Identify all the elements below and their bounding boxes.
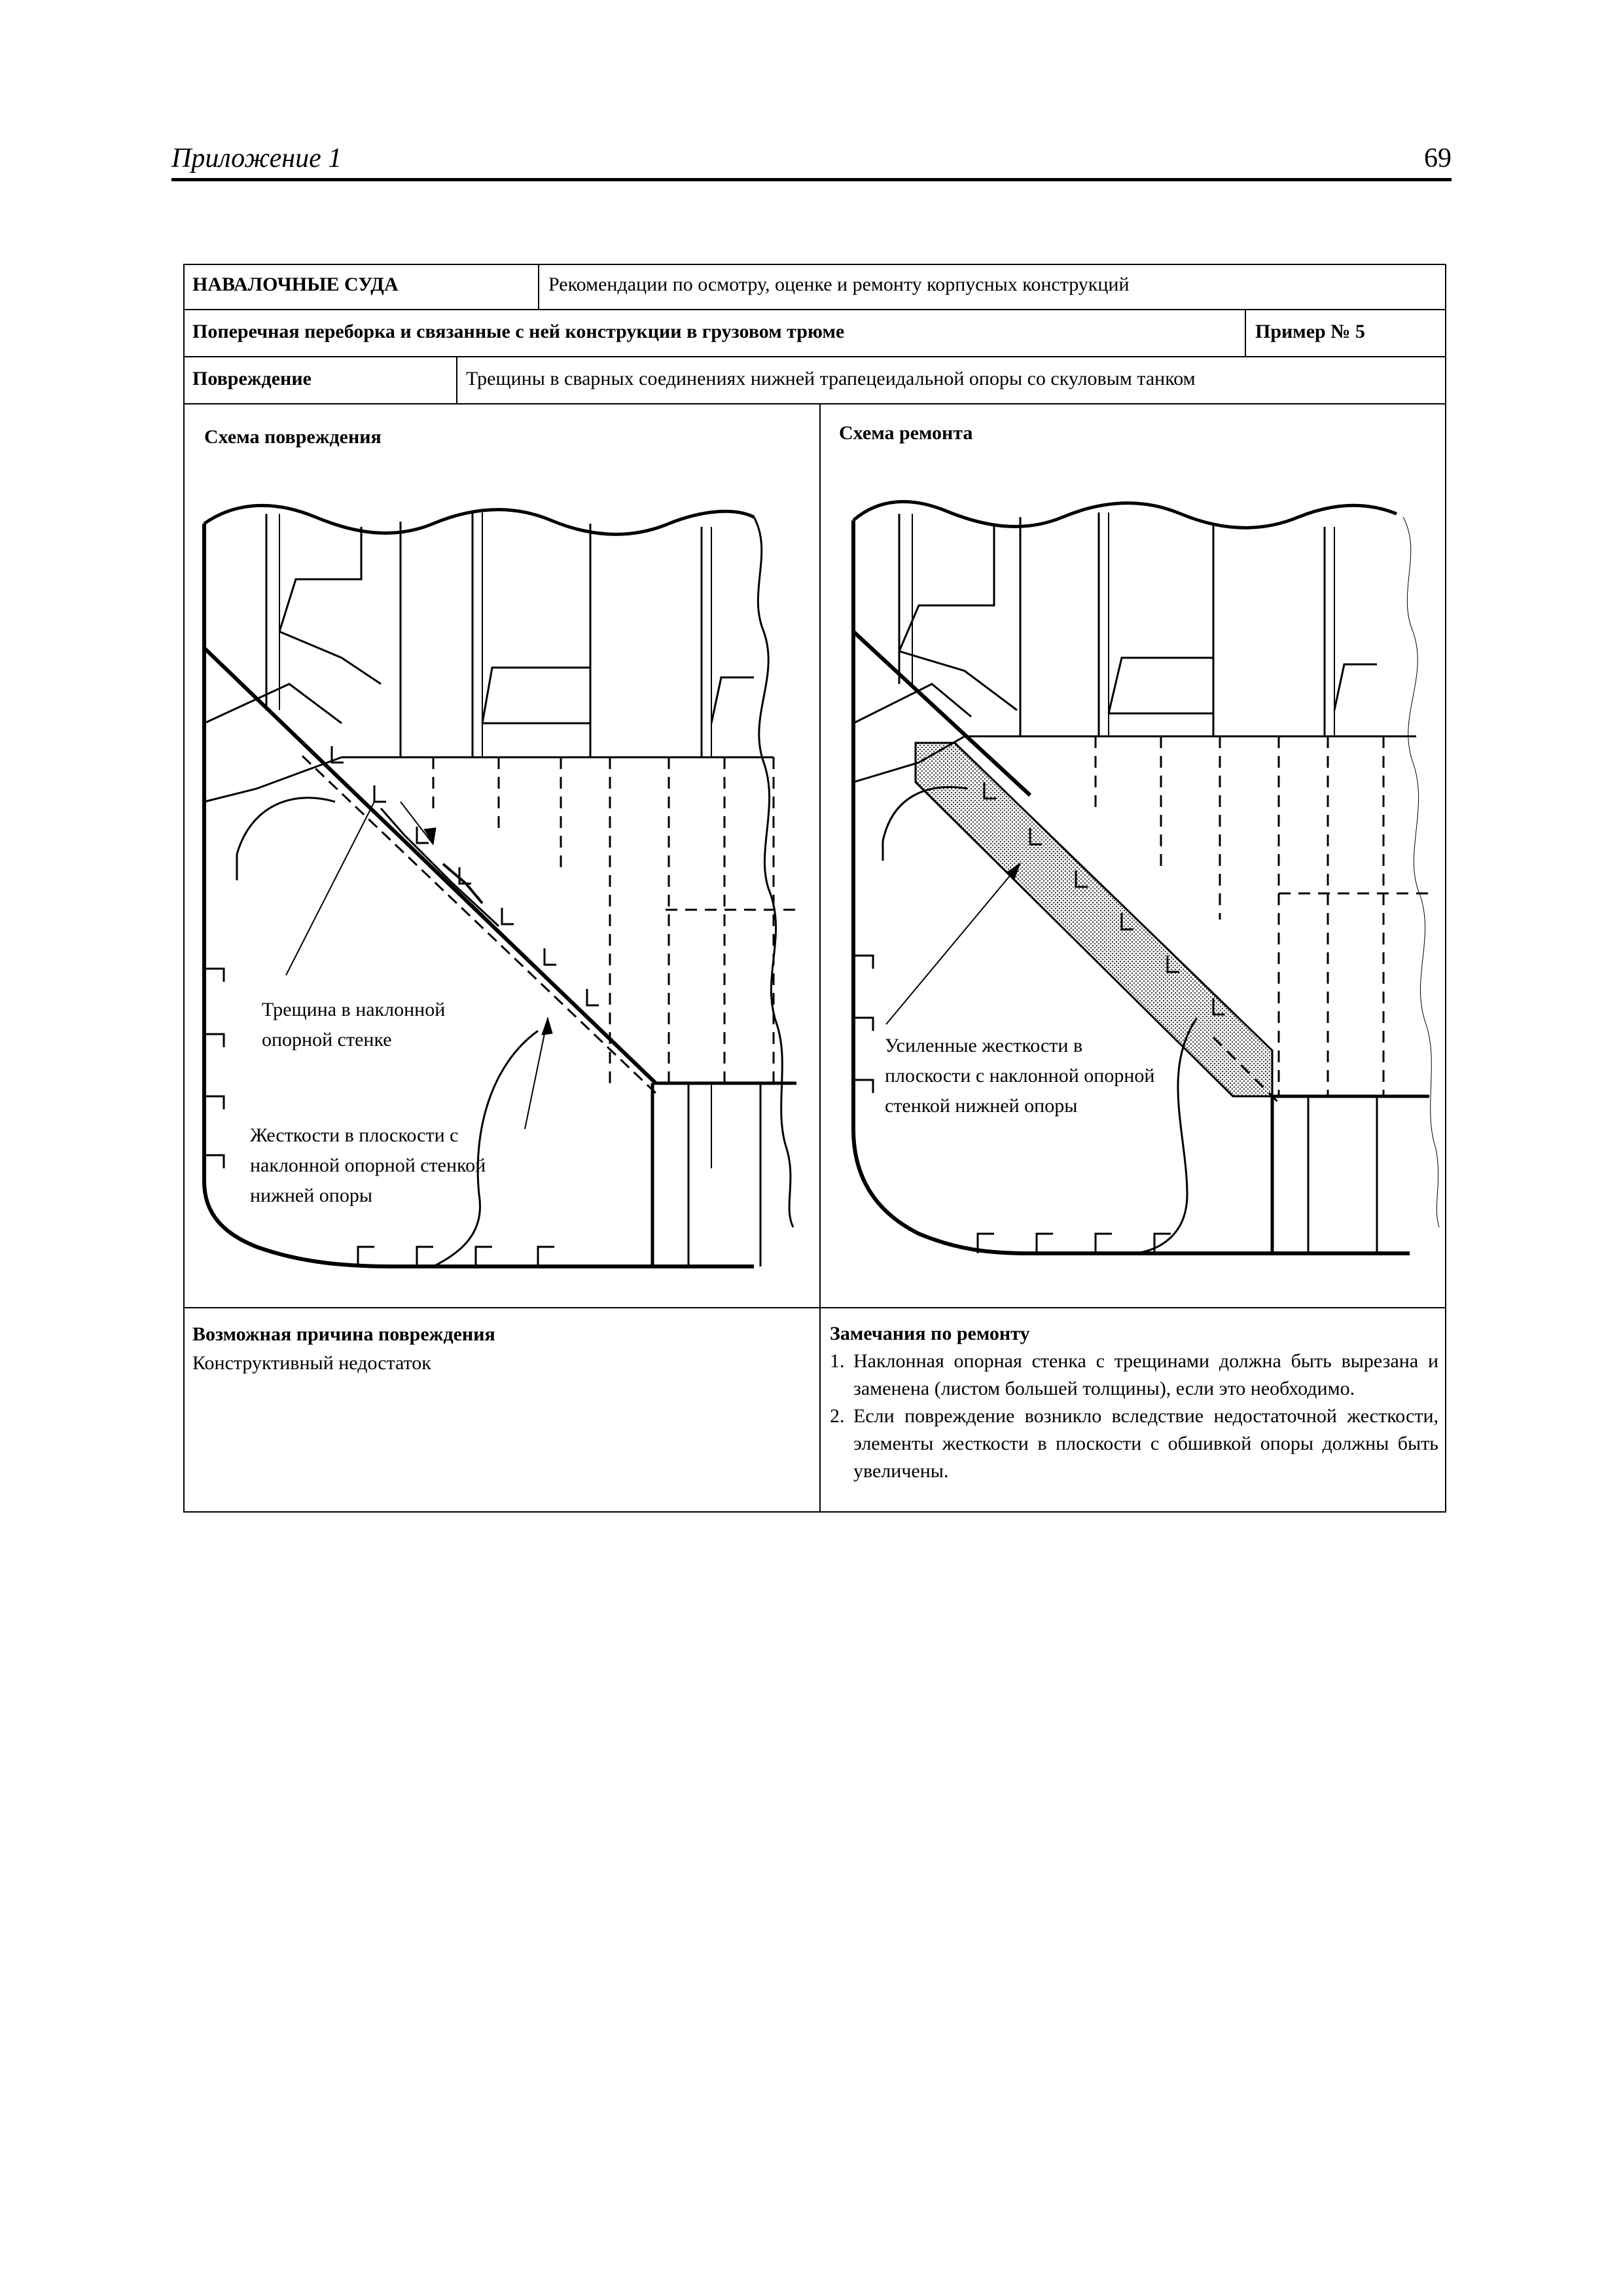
crack-label [262,995,445,1055]
remark-number: 2. [830,1405,845,1427]
stiffeners-label-line1: Жесткости в плоскости с [250,1124,459,1146]
stiffeners-label-line3: нижней опоры [250,1185,372,1206]
cause-section [192,1320,495,1378]
damage-description: Трещины в сварных соединениях нижней трапецеидальной опоры со скуловым танком [466,368,1196,389]
repair-label-line3: стенкой нижней опоры [885,1095,1078,1117]
repair-label [885,1031,1154,1121]
page-number: 69 [1424,143,1452,173]
header-rule [171,178,1452,181]
remark-item [830,1348,1438,1403]
guideline-cell: Рекомендации по осмотру, оценке и ремонту корпусных конструкций [548,274,1130,295]
crack-label-line1: Трещина в наклонной [262,999,446,1020]
category-cell: НАВАЛОЧНЫЕ СУДА [192,274,399,295]
remarks-title: Замечания по ремонту [830,1323,1030,1344]
cause-text: Конструктивный недостаток [192,1352,431,1374]
area-cell: Поперечная переборка и связанные с ней конструкции в грузовом трюме [192,321,845,342]
remark-text: Наклонная опорная стенка с трещинами должна быть вырезана и заменена (листом большей толщины), если это необходимо. [853,1350,1438,1399]
repair-label-line1: Усиленные жесткости в [885,1035,1083,1056]
cause-title: Возможная причина повреждения [192,1323,495,1345]
remark-number: 1. [830,1350,845,1372]
repair-scheme-structure [821,265,1446,1307]
inspection-table [183,264,1446,1513]
remark-item [830,1403,1438,1485]
stiffeners-label [250,1121,486,1211]
damage-scheme-title: Схема повреждения [204,426,382,448]
stiffeners-label-line2: наклонной опорной стенкой [250,1155,486,1176]
repair-label-line2: плоскости с наклонной опорной [885,1065,1155,1086]
example-cell: Пример № 5 [1255,321,1365,342]
remarks-section [830,1320,1438,1485]
repair-scheme-title: Схема ремонта [839,422,973,444]
remark-text: Если повреждение возникло вследствие недостаточной жесткости, элементы жесткости в плоскости с обшивкой опоры должны быть увеличены. [853,1405,1438,1482]
running-title: Приложение 1 [171,143,342,173]
crack-label-line2: опорной стенке [262,1029,392,1050]
damage-label: Повреждение [192,368,312,389]
row-separator [185,1307,1445,1308]
